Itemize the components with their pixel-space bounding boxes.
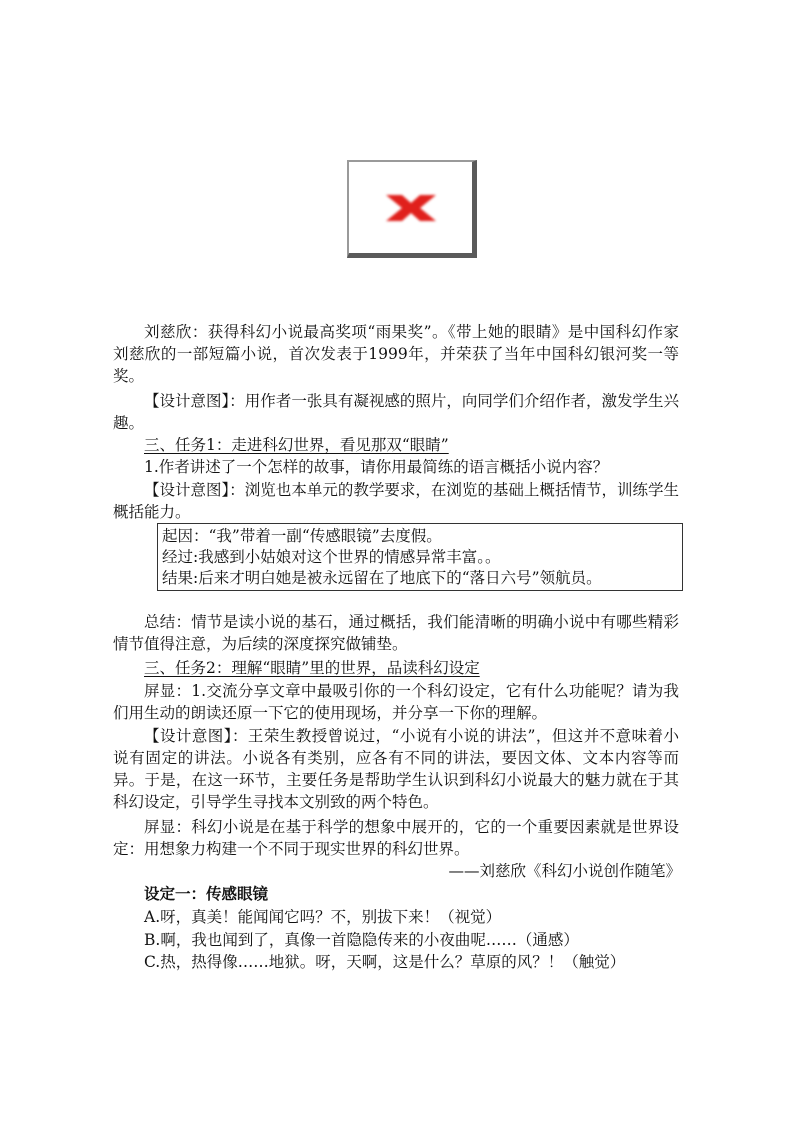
option-c: C.热，热得像……地狱。呀，天啊，这是什么？草原的风？！（触觉） [144,953,626,971]
setting-1-title: 设定一：传感眼镜 [144,884,269,903]
task2-heading: 三、任务2：理解“眼睛”里的世界，品读科幻设定 [144,659,480,677]
plot-cause: 起因：“我”带着一副“传感眼镜”去度假。 [162,527,442,545]
broken-image-placeholder [347,160,477,258]
option-a: A.呀，真美！能闻闻它吗？不，别拔下来！（视觉） [144,908,502,926]
plot-summary-box [157,523,683,591]
design-intent-paragraph-3: 【设计意图】：王荣生教授曾说过，“小说有小说的讲法”，但这并不意味着小说有固定的讲法。小说各有类别，应各有不同的讲法，要因文体、文本内容等而异。于是，在这一环节，主要任务是帮助学生认识到科幻小说最大的魅力就在于其科幻设定，引导学生寻找本文别致的两个特色。 [113,727,679,811]
summary-paragraph: 总结：情节是读小说的基石，通过概括，我们能清晰的明确小说中有哪些精彩情节值得注意，为后续的深度探究做铺垫。 [113,613,679,653]
plot-process: 经过:我感到小姑娘对这个世界的情感异常丰富。。 [162,548,501,566]
plot-result: 结果:后来才明白她是被永远留在了地底下的“落日六号”领航员。 [162,569,602,587]
design-intent-paragraph-2: 【设计意图】：浏览也本单元的教学要求，在浏览的基础上概括情节，训练学生概括能力。 [113,481,679,521]
broken-image-x-icon [380,191,442,225]
task1-heading: 三、任务1：走进科幻世界，看见那双“眼睛” [144,436,449,454]
quote-source: ——刘慈欣《科幻小说创作随笔》 [448,862,681,880]
option-b: B.啊，我也闻到了，真像一首隐隐传来的小夜曲呢……（通感） [144,931,579,949]
screen-display-1: 屏显：1.交流分享文章中最吸引你的一个科幻设定，它有什么功能呢？请为我们用生动的朗读还原一下它的使用现场，并分享一下你的理解。 [113,682,679,722]
author-intro-paragraph: 刘慈欣：获得科幻小说最高奖项“雨果奖”。《带上她的眼睛》是中国科幻作家刘慈欣的一部短篇小说，首次发表于1999年，并荣获了当年中国科幻银河奖一等奖。 [113,323,679,385]
design-intent-paragraph-1: 【设计意图】：用作者一张具有凝视感的照片，向同学们介绍作者，激发学生兴趣。 [113,392,679,432]
screen-display-2: 屏显：科幻小说是在基于科学的想象中展开的，它的一个重要因素就是世界设定：用想象力构建一个不同于现实世界的科幻世界。 [113,818,679,858]
question-1: 1.作者讲述了一个怎样的故事，请你用最简练的语言概括小说内容？ [144,458,609,476]
